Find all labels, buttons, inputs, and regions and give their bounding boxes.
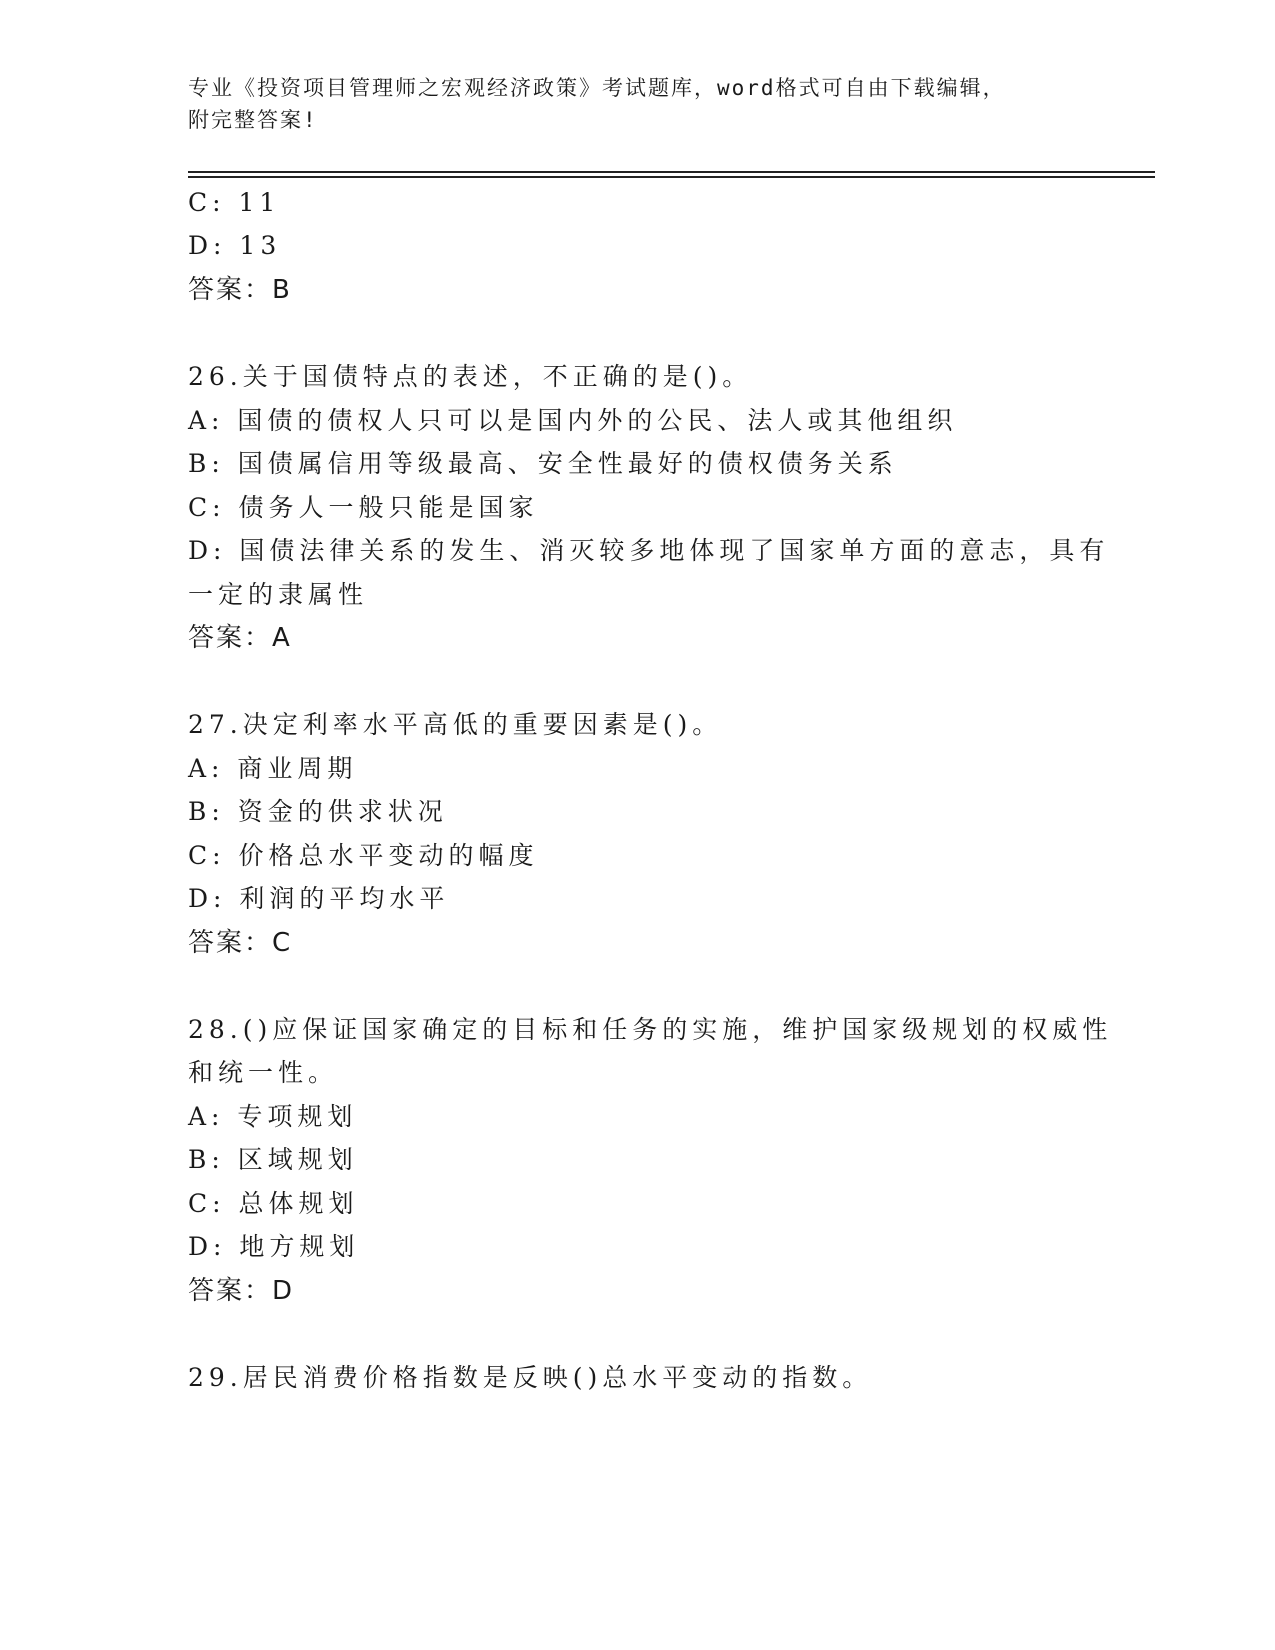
question-stem: 26.关于国债特点的表述，不正确的是()。 [188, 362, 753, 391]
option-d: D: 13 [188, 231, 282, 260]
answer-line: 答案：D [188, 1276, 295, 1306]
option-c: C: 总体规划 [188, 1189, 359, 1218]
option-d: D: 国债法律关系的发生、消灭较多地体现了国家单方面的意志，具有 [188, 536, 1110, 565]
option-a: A: 专项规划 [188, 1102, 358, 1131]
header-rule-top [188, 171, 1155, 173]
question-stem: 28.()应保证国家确定的目标和任务的实施，维护国家级规划的权威性 [188, 1015, 1113, 1044]
option-c: C: 债务人一般只能是国家 [188, 493, 539, 522]
answer-line: 答案：C [188, 928, 293, 958]
option-d-continued: 一定的隶属性 [188, 580, 369, 609]
option-b: B: 国债属信用等级最高、安全性最好的债权债务关系 [188, 449, 898, 478]
header-line-1: 专业《投资项目管理师之宏观经济政策》考试题库，word格式可自由下载编辑， [188, 76, 1006, 100]
answer-line: 答案：A [188, 623, 292, 653]
question-stem: 29.居民消费价格指数是反映()总水平变动的指数。 [188, 1363, 873, 1392]
option-a: A: 国债的债权人只可以是国内外的公民、法人或其他组织 [188, 406, 958, 435]
option-d: D: 利润的平均水平 [188, 884, 450, 913]
header-rule-bottom [188, 176, 1155, 178]
option-c: C: 11 [188, 188, 281, 217]
question-stem-continued: 和统一性。 [188, 1058, 339, 1087]
option-b: B: 资金的供求状况 [188, 797, 448, 826]
header-line-2: 附完整答案! [188, 108, 318, 132]
option-d: D: 地方规划 [188, 1232, 360, 1261]
option-c: C: 价格总水平变动的幅度 [188, 841, 539, 870]
question-stem: 27.决定利率水平高低的重要因素是()。 [188, 710, 723, 739]
answer-line: 答案：B [188, 275, 292, 305]
option-a: A: 商业周期 [188, 754, 358, 783]
option-b: B: 区域规划 [188, 1145, 358, 1174]
